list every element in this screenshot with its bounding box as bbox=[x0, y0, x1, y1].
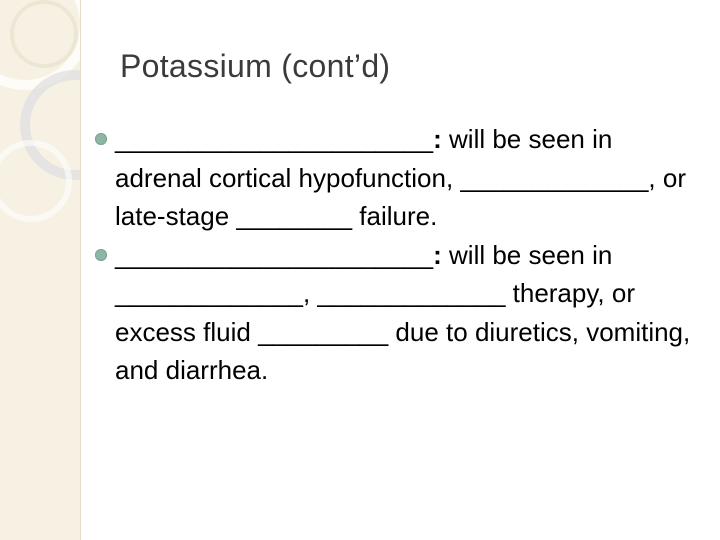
bullet-icon bbox=[95, 133, 107, 145]
colon: : bbox=[433, 239, 442, 270]
bullet-item bbox=[95, 236, 700, 390]
fill-in-blank: ______________________ bbox=[115, 124, 434, 154]
bullet-body: will be seen in _____________, _____________ therapy, or excess fluid _________ due to diuretics, vomiting, and diarrhea. bbox=[115, 239, 691, 385]
colon: : bbox=[433, 124, 442, 154]
bullet-text bbox=[115, 120, 700, 236]
fill-in-blank: ______________________ bbox=[115, 239, 434, 270]
bullet-body: will be seen in adrenal cortical hypofunction, _____________, or late-stage ________ failure. bbox=[115, 124, 686, 231]
bullet-icon bbox=[95, 249, 107, 261]
bullet-list bbox=[95, 120, 700, 390]
bullet-item bbox=[95, 120, 700, 236]
slide-title: Potassium (cont’d) bbox=[120, 48, 391, 84]
decorative-ring bbox=[0, 140, 72, 222]
bullet-text bbox=[115, 236, 700, 390]
decorative-ring bbox=[10, 0, 78, 68]
decorative-left-band bbox=[0, 0, 81, 540]
